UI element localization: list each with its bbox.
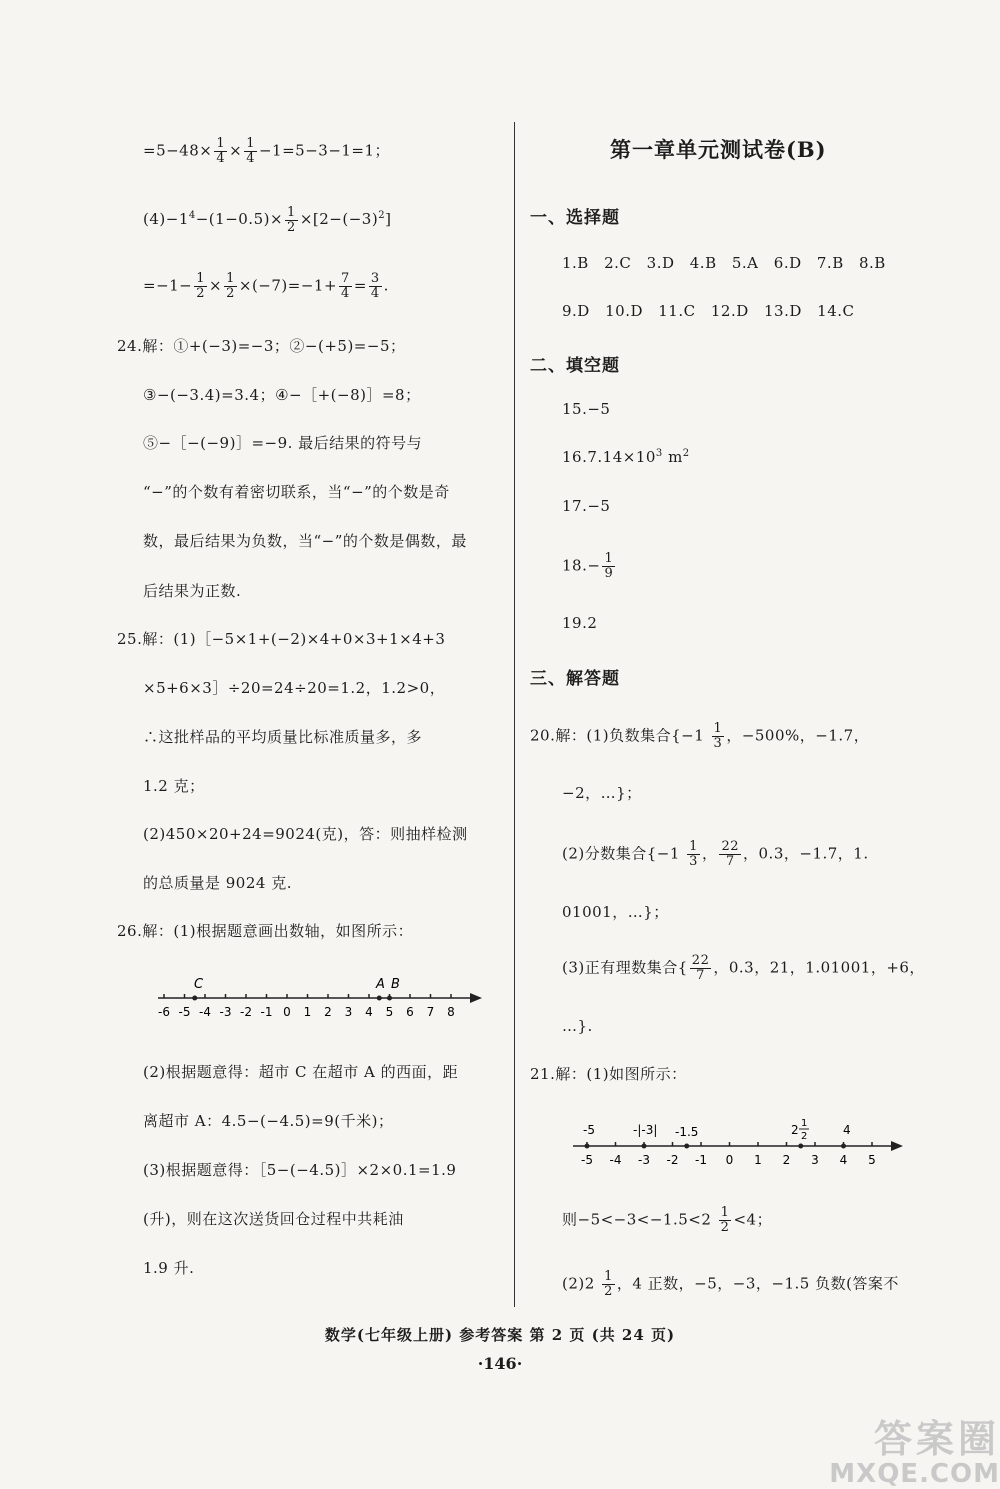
q25-line-3: ∴这批样品的平均质量比标准质量多，多 xyxy=(143,728,423,746)
tick-label: 1 xyxy=(303,1005,312,1019)
number-line-1 xyxy=(150,972,490,1022)
tick-label: -2 xyxy=(240,1005,252,1019)
answer-19: 19.2 xyxy=(562,614,598,632)
section-fill-blank: 二、填空题 xyxy=(530,356,620,376)
point-dot xyxy=(841,1144,846,1149)
tick-label: 2 xyxy=(782,1153,791,1167)
point-label-a: A xyxy=(376,977,385,992)
q20-line-1: 20.解：(1)负数集合{−1 $\frac{1}{3}$ ，−500%，−1.7， xyxy=(530,721,870,751)
left-line-3: =−1− $\frac{1}{2}$ × $\frac{1}{2}$ ×(−7)=−1+ $\frac{7}{4}$ = $\frac{3}{4}$ . xyxy=(143,271,389,301)
tick-label: -4 xyxy=(609,1153,622,1167)
tick-label: 4 xyxy=(365,1005,373,1019)
answer-18: 18.− $\frac{1}{9}$ xyxy=(562,551,614,581)
left-line-2: $(4)-1^4-(1-0.5)\times$ $\frac{1}{2}$ $\times[2-(-3)^2]$ xyxy=(143,204,392,235)
q26-line-6: 1.9 升. xyxy=(143,1259,195,1277)
label-mixed-num: 1 xyxy=(801,1118,808,1129)
tick-label: -3 xyxy=(638,1153,650,1167)
tick-label: -6 xyxy=(158,1005,170,1019)
tick-label: -5 xyxy=(581,1153,593,1167)
tick-label: 3 xyxy=(811,1153,819,1167)
q20-line-3: (2)分数集合{−1 $\frac{1}{3}$ ， $\frac{22}{7}$ ，0.3，−1.7，1. xyxy=(562,839,869,869)
tick-label: 2 xyxy=(324,1005,332,1019)
label-mixed-den: 2 xyxy=(801,1131,808,1142)
chapter-test-title: 第一章单元测试卷(B) xyxy=(610,137,827,162)
point-dot xyxy=(192,996,197,1001)
point-dot xyxy=(387,996,392,1001)
section-solutions: 三、解答题 xyxy=(530,669,620,689)
q26-line-3: 离超市 A：4.5−(−4.5)=9(千米)； xyxy=(143,1112,394,1130)
q21-compare: 则−5<−3<−1.5<2 $\frac{1}{2}$ <4； xyxy=(562,1205,773,1235)
q24-line-1: 24.解：①+(−3)=−3；②−(+5)=−5； xyxy=(117,337,406,355)
mc-answers-row-1: 1.B 2.C 3.D 4.B 5.A 6.D 7.B 8.B xyxy=(562,254,886,272)
tick-label: -1 xyxy=(260,1005,273,1019)
column-divider xyxy=(514,122,515,1307)
tick-label: 6 xyxy=(406,1005,414,1019)
label-4: 4 xyxy=(843,1123,851,1137)
q25-line-6: 的总质量是 9024 克. xyxy=(143,874,292,892)
tick-label: 3 xyxy=(344,1005,353,1019)
q24-line-4: “−”的个数有着密切联系，当“−”的个数是奇 xyxy=(143,483,450,501)
label-mixed-whole: 2 xyxy=(791,1123,799,1137)
q26-line-2: (2)根据题意得：超市 C 在超市 A 的西面，距 xyxy=(143,1063,459,1081)
tick-label: 8 xyxy=(447,1005,455,1019)
q24-line-2: ③−(−3.4)=3.4；④−［+(−8)］=8； xyxy=(143,386,421,404)
label-neg1-5: -1.5 xyxy=(675,1125,699,1139)
q26-line-4: (3)根据题意得：［5−(−4.5)］×2×0.1=1.9 xyxy=(143,1161,457,1179)
point-label-b: B xyxy=(391,977,400,992)
q26-line-5: (升)，则在这次送货回仓过程中共耗油 xyxy=(143,1210,404,1228)
page-number: ·146· xyxy=(477,1354,523,1373)
q21-line-1: 21.解：(1)如图所示： xyxy=(530,1065,687,1083)
q20-line-4: 01001，…}； xyxy=(562,903,669,921)
q25-line-5: (2)450×20+24=9024(克)，答：则抽样检测 xyxy=(143,825,468,843)
q21-line-2: (2)2 $\frac{1}{2}$ ，4 正数，−5，−3，−1.5 负数(答案不 xyxy=(562,1269,899,1299)
q25-line-1: 25.解：(1)［−5×1+(−2)×4+0×3+1×4+3 xyxy=(117,630,446,648)
tick-label: 1 xyxy=(754,1153,762,1167)
number-line-2 xyxy=(565,1118,910,1170)
tick-label: 4 xyxy=(839,1153,848,1167)
tick-label: -3 xyxy=(219,1005,232,1019)
point-dot xyxy=(684,1144,689,1149)
point-dot xyxy=(377,996,382,1001)
q20-line-5: (3)正有理数集合{ $\frac{22}{7}$ ，0.3，21，1.01001，+6， xyxy=(562,953,925,983)
label-abs-neg3: -|-3| xyxy=(633,1123,658,1137)
q26-line-1: 26.解：(1)根据题意画出数轴，如图所示： xyxy=(117,922,414,940)
mc-answers-row-2: 9.D 10.D 11.C 12.D 13.D 14.C xyxy=(562,302,855,320)
answer-15: 15.−5 xyxy=(562,400,611,418)
point-dot xyxy=(585,1144,590,1149)
tick-label: -2 xyxy=(666,1153,679,1167)
point-dot xyxy=(798,1144,803,1149)
section-multiple-choice: 一、选择题 xyxy=(530,208,620,228)
point-label-c: C xyxy=(194,977,204,992)
tick-label: 0 xyxy=(725,1153,734,1167)
q24-line-3: ⑤−［−(−9)］=−9. 最后结果的符号与 xyxy=(143,434,423,452)
tick-label: 5 xyxy=(868,1153,876,1167)
answer-16: $16.7.14\times 10^3$ $m^2$ xyxy=(562,448,690,466)
tick-label: -4 xyxy=(199,1005,211,1019)
tick-label: -1 xyxy=(695,1153,707,1167)
tick-label: 5 xyxy=(385,1005,394,1019)
label-neg5: -5 xyxy=(583,1123,595,1137)
watermark-logo: 答案圈 MXQE.COM xyxy=(829,1417,1000,1489)
q24-line-5: 数，最后结果为负数，当“−”的个数是偶数，最 xyxy=(143,532,467,550)
point-dot xyxy=(642,1144,647,1149)
q24-line-6: 后结果为正数. xyxy=(143,582,242,600)
q20-line-2: −2，…}； xyxy=(562,784,642,802)
footer-info: 数学(七年级上册) 参考答案 第 2 页 (共 24 页) xyxy=(324,1326,676,1344)
q20-line-6: …}. xyxy=(562,1017,593,1035)
left-line-1: =5−48× $\frac{1}{4}$ × $\frac{1}{4}$ −1=5−3−1=1； xyxy=(143,136,391,166)
tick-label: -5 xyxy=(178,1005,191,1019)
tick-label: 7 xyxy=(426,1005,435,1019)
q25-line-2: ×5+6×3］÷20=24÷20=1.2，1.2>0， xyxy=(143,679,446,697)
q25-line-4: 1.2 克； xyxy=(143,777,205,795)
tick-label: 0 xyxy=(283,1005,291,1019)
answer-17: 17.−5 xyxy=(562,497,611,515)
